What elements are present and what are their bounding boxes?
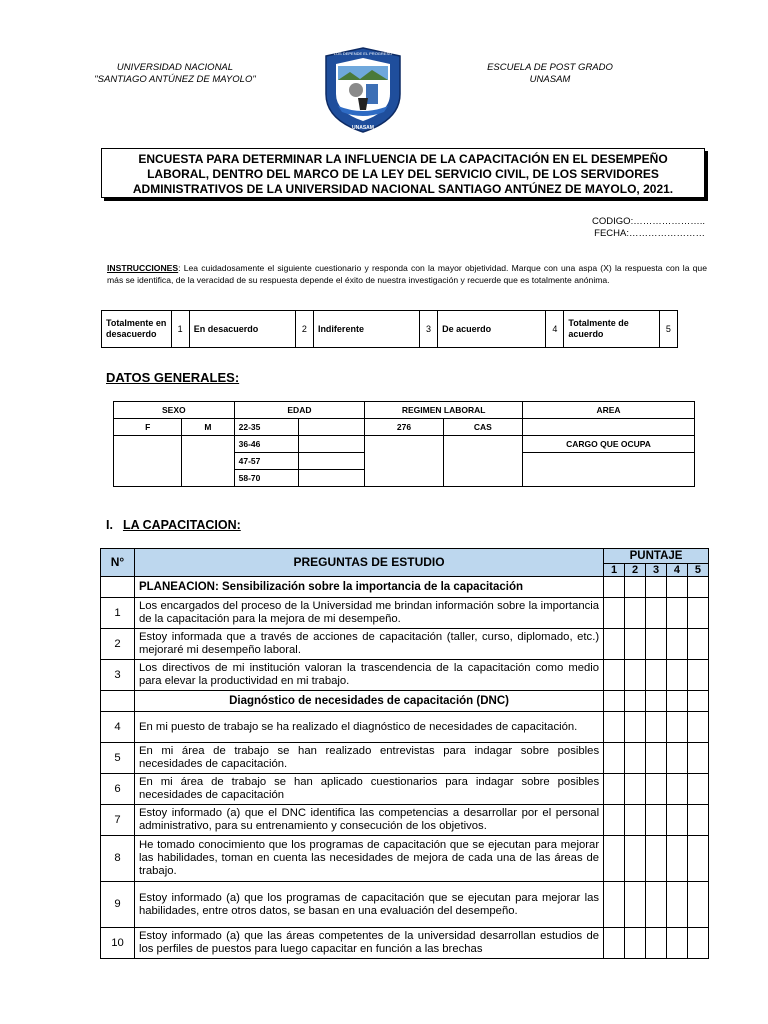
score-header: 4 (667, 564, 688, 577)
datos-generales-table (113, 401, 695, 487)
score-header: 2 (625, 564, 646, 577)
scale-value-3: 3 (419, 311, 437, 348)
score-cell[interactable] (667, 598, 688, 629)
question-number: 1 (101, 598, 135, 629)
score-cell[interactable] (604, 774, 625, 805)
question-text: He tomado conocimiento que los programas de capacitación que se ejecutan para mejorar las habilidades, toman en cuenta las necesidades de mejora de cada una de las áreas de trabajo. (134, 836, 603, 882)
question-text: En mi puesto de trabajo se ha realizado el diagnóstico de necesidades de capacitación. (134, 712, 603, 743)
score-header: 3 (646, 564, 667, 577)
score-cell[interactable] (687, 774, 708, 805)
question-row (101, 743, 709, 774)
instructions-text: : Lea cuidadosamente el siguiente cuestionario y responda con la mayor objetividad. Marque con una aspa (X) la respuesta con la que más se identifica, de la veracidad de su respuesta depende el éxito de nuestra investigación y recuerde que es totalmente anónima. (107, 263, 707, 285)
score-cell[interactable] (604, 660, 625, 691)
score-cell[interactable] (625, 743, 646, 774)
score-cell[interactable] (687, 629, 708, 660)
school-line2: UNASAM (529, 74, 571, 85)
regimen-cas-label: CAS (443, 419, 522, 436)
question-row (101, 629, 709, 660)
score-cell[interactable] (687, 598, 708, 629)
question-text: En mi área de trabajo se han aplicado cuestionarios para indagar sobre posibles necesidades de capacitación (134, 774, 603, 805)
sexo-f-input[interactable] (114, 436, 182, 487)
score-cell[interactable] (667, 836, 688, 882)
score-cell[interactable] (667, 577, 688, 598)
scale-value-4: 4 (546, 311, 564, 348)
score-cell[interactable] (646, 577, 667, 598)
question-number: 4 (101, 712, 135, 743)
score-cell[interactable] (667, 774, 688, 805)
school-line1: ESCUELA DE POST GRADO (487, 62, 613, 73)
title-line1: ENCUESTA PARA DETERMINAR LA INFLUENCIA DE LA CAPACITACIÓN EN EL DESEMPEÑO (138, 152, 668, 166)
university-line2: "SANTIAGO ANTÚNEZ DE MAYOLO" (94, 74, 256, 85)
age-range-label: 58-70 (234, 470, 298, 487)
score-header: 1 (604, 564, 625, 577)
instructions-label: INSTRUCCIONES (107, 263, 179, 273)
subsection-planeacion: PLANEACION: Sensibilización sobre la importancia de la capacitación (134, 577, 603, 598)
scale-label-4: De acuerdo (438, 311, 546, 348)
university-line1: UNIVERSIDAD NACIONAL (116, 62, 234, 73)
score-cell[interactable] (687, 577, 708, 598)
logo-bottom-text: UNASAM (352, 125, 374, 131)
title-line2: LABORAL, DENTRO DEL MARCO DE LA LEY DEL SERVICIO CIVIL, DE LOS SERVIDORES (147, 167, 659, 181)
scale-value-1: 1 (171, 311, 189, 348)
score-cell[interactable] (687, 743, 708, 774)
score-cell[interactable] (604, 836, 625, 882)
score-cell[interactable] (625, 836, 646, 882)
question-row (101, 928, 709, 959)
col-n: N° (101, 549, 135, 577)
question-text: Los encargados del proceso de la Universidad me brindan información sobre la importancia de la capacitación para la mejora de mi desempeño. (134, 598, 603, 629)
score-cell[interactable] (625, 805, 646, 836)
age-range-label: 22-35 (234, 419, 298, 436)
question-text: En mi área de trabajo se han realizado entrevistas para indagar sobre posibles necesidades de capacitación. (134, 743, 603, 774)
col-preguntas: PREGUNTAS DE ESTUDIO (134, 549, 603, 577)
score-cell[interactable] (646, 836, 667, 882)
score-cell[interactable] (625, 629, 646, 660)
regimen-cas-input[interactable] (443, 436, 522, 487)
question-row (101, 660, 709, 691)
question-number: 8 (101, 836, 135, 882)
rating-scale (101, 310, 678, 348)
age-range-label: 36-46 (234, 436, 298, 453)
survey-title (101, 148, 705, 198)
scale-value-2: 2 (295, 311, 313, 348)
question-row (101, 836, 709, 882)
question-number: 10 (101, 928, 135, 959)
question-number: 5 (101, 743, 135, 774)
score-cell[interactable] (667, 660, 688, 691)
score-cell[interactable] (667, 712, 688, 743)
score-cell[interactable] (604, 691, 625, 712)
score-cell[interactable] (604, 805, 625, 836)
question-number: 6 (101, 774, 135, 805)
score-cell[interactable] (625, 577, 646, 598)
fecha-field[interactable]: FECHA:…………………… (594, 228, 705, 239)
score-cell[interactable] (687, 660, 708, 691)
datos-generales-title: DATOS GENERALES: (106, 370, 240, 385)
question-row (101, 774, 709, 805)
score-cell[interactable] (646, 805, 667, 836)
sexo-f-label: F (114, 419, 182, 436)
subsection-dnc: Diagnóstico de necesidades de capacitación (DNC) (134, 691, 603, 712)
score-cell[interactable] (646, 598, 667, 629)
question-text: Estoy informado (a) que el DNC identifica las competencias a desarrollar por el personal administrativo, para su entrenamiento y consecución de los objetivos. (134, 805, 603, 836)
question-number: 9 (101, 882, 135, 928)
score-cell[interactable] (646, 660, 667, 691)
question-row (101, 882, 709, 928)
scale-value-5: 5 (659, 311, 677, 348)
scale-label-3: Indiferente (313, 311, 419, 348)
score-cell[interactable] (604, 928, 625, 959)
score-cell[interactable] (604, 712, 625, 743)
cargo-input[interactable] (523, 453, 695, 487)
logo-top-text: LOS DEPENDE EL PROGRESO (333, 51, 393, 56)
empty-cell (101, 691, 135, 712)
score-cell[interactable] (604, 598, 625, 629)
age-checkbox[interactable] (298, 470, 364, 487)
question-text: Estoy informado (a) que los programas de capacitación que se ejecutan para mejorar las habilidades, entre otros datos, se basan en una evaluación del desempeño. (134, 882, 603, 928)
score-cell[interactable] (687, 928, 708, 959)
age-checkbox[interactable] (298, 453, 364, 470)
score-cell[interactable] (625, 774, 646, 805)
score-cell[interactable] (625, 882, 646, 928)
score-cell[interactable] (625, 712, 646, 743)
score-cell[interactable] (667, 691, 688, 712)
score-cell[interactable] (604, 743, 625, 774)
age-checkbox[interactable] (298, 419, 364, 436)
score-cell[interactable] (687, 691, 708, 712)
score-cell[interactable] (687, 805, 708, 836)
questions-table (100, 548, 709, 959)
score-cell[interactable] (625, 691, 646, 712)
header-area: AREA (523, 402, 695, 419)
score-cell[interactable] (687, 712, 708, 743)
score-cell[interactable] (646, 743, 667, 774)
score-cell[interactable] (667, 928, 688, 959)
section-name: LA CAPACITACION: (122, 518, 241, 532)
question-number: 2 (101, 629, 135, 660)
score-cell[interactable] (687, 882, 708, 928)
question-number: 7 (101, 805, 135, 836)
scale-label-2: En desacuerdo (189, 311, 295, 348)
score-cell[interactable] (604, 577, 625, 598)
header-regimen: REGIMEN LABORAL (365, 402, 523, 419)
score-cell[interactable] (625, 598, 646, 629)
score-cell[interactable] (604, 629, 625, 660)
instructions (107, 262, 707, 286)
score-cell[interactable] (667, 805, 688, 836)
question-row (101, 712, 709, 743)
score-cell[interactable] (646, 774, 667, 805)
university-name (60, 62, 290, 86)
score-cell[interactable] (646, 629, 667, 660)
question-row (101, 598, 709, 629)
cargo-label: CARGO QUE OCUPA (523, 436, 695, 453)
scale-label-5: Totalmente de acuerdo (564, 311, 659, 348)
score-cell[interactable] (625, 928, 646, 959)
code-date-block (560, 216, 705, 240)
title-line3: ADMINISTRATIVOS DE LA UNIVERSIDAD NACIONAL SANTIAGO ANTÚNEZ DE MAYOLO, 2021. (132, 182, 674, 196)
score-header: 5 (687, 564, 708, 577)
regimen-276-label: 276 (365, 419, 443, 436)
question-number: 3 (101, 660, 135, 691)
age-range-label: 47-57 (234, 453, 298, 470)
col-puntaje: PUNTAJE (604, 549, 709, 564)
score-cell[interactable] (667, 629, 688, 660)
header-sexo: SEXO (114, 402, 235, 419)
score-cell[interactable] (646, 712, 667, 743)
section-numeral: I. (106, 518, 113, 532)
header-edad: EDAD (234, 402, 365, 419)
score-cell[interactable] (646, 882, 667, 928)
area-input[interactable] (523, 419, 695, 436)
score-cell[interactable] (687, 836, 708, 882)
age-checkbox[interactable] (298, 436, 364, 453)
question-row (101, 805, 709, 836)
question-text: Los directivos de mi institución valoran la trascendencia de la capacitación como medio para elevar la productividad en mi trabajo. (134, 660, 603, 691)
score-cell[interactable] (625, 660, 646, 691)
question-text: Estoy informado (a) que las áreas competentes de la universidad desarrollan estudios de los perfiles de puestos para luego capacitar en función a las brechas (134, 928, 603, 959)
empty-cell (101, 577, 135, 598)
score-cell[interactable] (646, 691, 667, 712)
codigo-field[interactable]: CODIGO:………………….. (592, 216, 705, 227)
score-cell[interactable] (667, 743, 688, 774)
university-logo (322, 46, 404, 134)
question-text: Estoy informada que a través de acciones de capacitación (taller, curso, diplomado, etc.) mejoraré mi desempeño laboral. (134, 629, 603, 660)
score-cell[interactable] (667, 882, 688, 928)
section-title (106, 518, 241, 532)
sexo-m-input[interactable] (182, 436, 234, 487)
sexo-m-label: M (182, 419, 234, 436)
score-cell[interactable] (604, 882, 625, 928)
score-cell[interactable] (646, 928, 667, 959)
school-name (450, 62, 650, 86)
scale-label-1: Totalmente en desacuerdo (102, 311, 172, 348)
regimen-276-input[interactable] (365, 436, 443, 487)
